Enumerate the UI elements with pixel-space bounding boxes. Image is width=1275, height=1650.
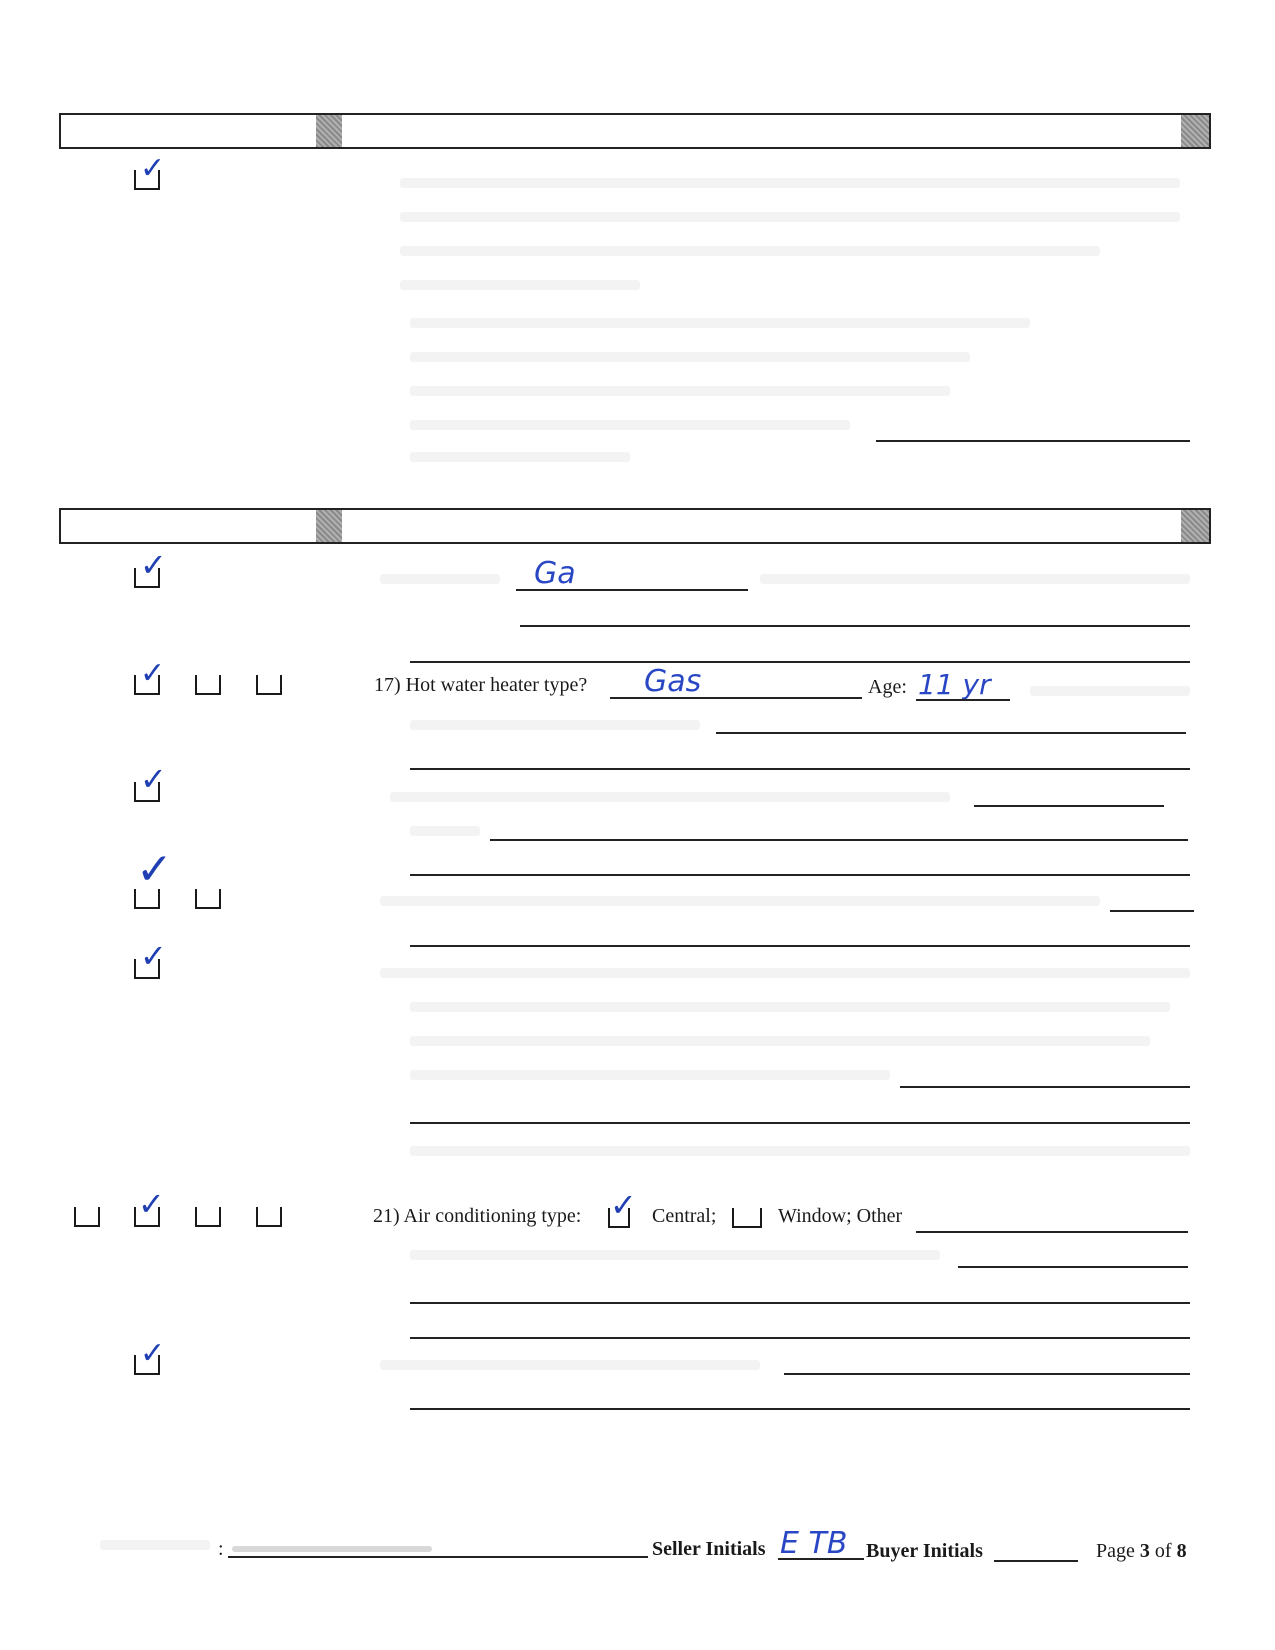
faint-text	[410, 318, 1030, 328]
answer-line[interactable]	[916, 699, 1010, 701]
faint-text	[410, 352, 970, 362]
handwritten-answer: Gas	[644, 664, 702, 699]
faint-text	[410, 1070, 890, 1080]
answer-line[interactable]	[716, 732, 1186, 734]
checkbox[interactable]	[134, 546, 167, 590]
faint-text	[380, 574, 500, 584]
address-line	[228, 1556, 648, 1558]
page-current: 3	[1139, 1540, 1150, 1562]
answer-line[interactable]	[958, 1266, 1188, 1268]
question-17: 17) Hot water heater type?	[374, 674, 588, 696]
age-label: Age:	[868, 676, 907, 698]
answer-line[interactable]	[410, 768, 1190, 770]
checkmark-icon: ✓	[136, 844, 173, 895]
answer-line[interactable]	[876, 440, 1190, 442]
answer-line[interactable]	[410, 1122, 1190, 1124]
central-label: Central;	[652, 1205, 717, 1227]
answer-line[interactable]	[410, 874, 1190, 876]
buyer-initials-label: Buyer Initials	[866, 1540, 983, 1562]
faint-text	[1030, 686, 1190, 696]
faint-text	[410, 1146, 1190, 1156]
answer-line[interactable]	[410, 1408, 1190, 1410]
faint-text	[380, 896, 1100, 906]
checkmark-icon: ✓	[138, 1185, 165, 1223]
answer-line[interactable]	[490, 839, 1188, 841]
checkmark-icon: ✓	[140, 937, 167, 975]
faint-text	[380, 1360, 760, 1370]
checkbox-no[interactable]	[195, 1207, 221, 1229]
faint-text	[410, 826, 480, 836]
checkbox-yes[interactable]	[134, 656, 166, 697]
faint-text	[410, 452, 630, 462]
question-21: 21) Air conditioning type:	[373, 1205, 582, 1227]
faint-text	[410, 386, 950, 396]
checkbox-no[interactable]	[195, 675, 221, 697]
checkmark-icon: ✓	[140, 151, 166, 186]
faint-text	[410, 1250, 940, 1260]
page-indicator	[1096, 1540, 1187, 1563]
checkbox[interactable]	[134, 1336, 166, 1377]
answer-line[interactable]	[974, 805, 1164, 807]
answer-line[interactable]	[410, 661, 1190, 663]
page-prefix: Page	[1096, 1540, 1135, 1562]
answer-line[interactable]	[916, 1231, 1188, 1233]
window-checkbox[interactable]	[732, 1208, 762, 1230]
faint-text	[410, 1036, 1150, 1046]
checkmark-icon: ✓	[140, 656, 166, 691]
page-total: 8	[1176, 1540, 1187, 1562]
answer-line[interactable]	[610, 697, 862, 699]
answer-line[interactable]	[410, 945, 1190, 947]
faint-text	[380, 968, 1190, 978]
handwritten-answer: Ga	[534, 556, 576, 591]
checkmark-icon: ✓	[610, 1186, 637, 1224]
faint-text	[410, 1002, 1170, 1012]
faint-text	[400, 178, 1180, 188]
window-other-label: Window; Other	[778, 1205, 903, 1227]
checkbox-unknown[interactable]	[256, 1207, 282, 1229]
handwritten-age: 11 yr	[918, 668, 991, 701]
faint-text	[100, 1540, 210, 1550]
faint-text	[400, 246, 1100, 256]
checkbox[interactable]	[134, 760, 167, 804]
answer-line[interactable]	[410, 1337, 1190, 1339]
seller-initials-value: E TB	[780, 1526, 848, 1561]
section-header-bar	[59, 113, 1211, 149]
footer-colon: :	[218, 1538, 224, 1560]
faint-address	[232, 1546, 432, 1552]
page-of: of	[1154, 1540, 1172, 1562]
faint-text	[410, 720, 700, 730]
header-shade-block	[316, 510, 342, 542]
answer-line[interactable]	[520, 625, 1190, 627]
buyer-initials-line[interactable]	[994, 1560, 1078, 1562]
checkbox-na[interactable]	[74, 1207, 100, 1229]
checkbox-unknown[interactable]	[256, 675, 282, 697]
answer-line[interactable]	[516, 589, 748, 591]
answer-line[interactable]	[784, 1373, 1190, 1375]
seller-initials-line[interactable]	[778, 1558, 864, 1560]
answer-line[interactable]	[410, 1302, 1190, 1304]
faint-text	[760, 574, 1190, 584]
faint-text	[400, 212, 1180, 222]
checkmark-icon: ✓	[140, 760, 167, 798]
checkbox[interactable]	[134, 937, 167, 981]
checkbox-yes[interactable]	[134, 1185, 165, 1229]
seller-initials-label: Seller Initials	[652, 1538, 766, 1560]
checkmark-icon: ✓	[140, 1336, 166, 1371]
header-shade-block	[1181, 510, 1209, 542]
section-header-bar	[59, 508, 1211, 544]
faint-text	[410, 420, 850, 430]
answer-line[interactable]	[900, 1086, 1190, 1088]
checkbox-no[interactable]	[195, 889, 221, 911]
checkmark-icon: ✓	[140, 546, 167, 584]
faint-text	[390, 792, 950, 802]
header-shade-block	[1181, 115, 1209, 147]
central-checkbox[interactable]	[608, 1186, 637, 1230]
checkbox[interactable]	[134, 151, 166, 192]
faint-text	[400, 280, 640, 290]
answer-line[interactable]	[1110, 910, 1194, 912]
checkbox-yes[interactable]	[134, 844, 173, 911]
header-shade-block	[316, 115, 342, 147]
